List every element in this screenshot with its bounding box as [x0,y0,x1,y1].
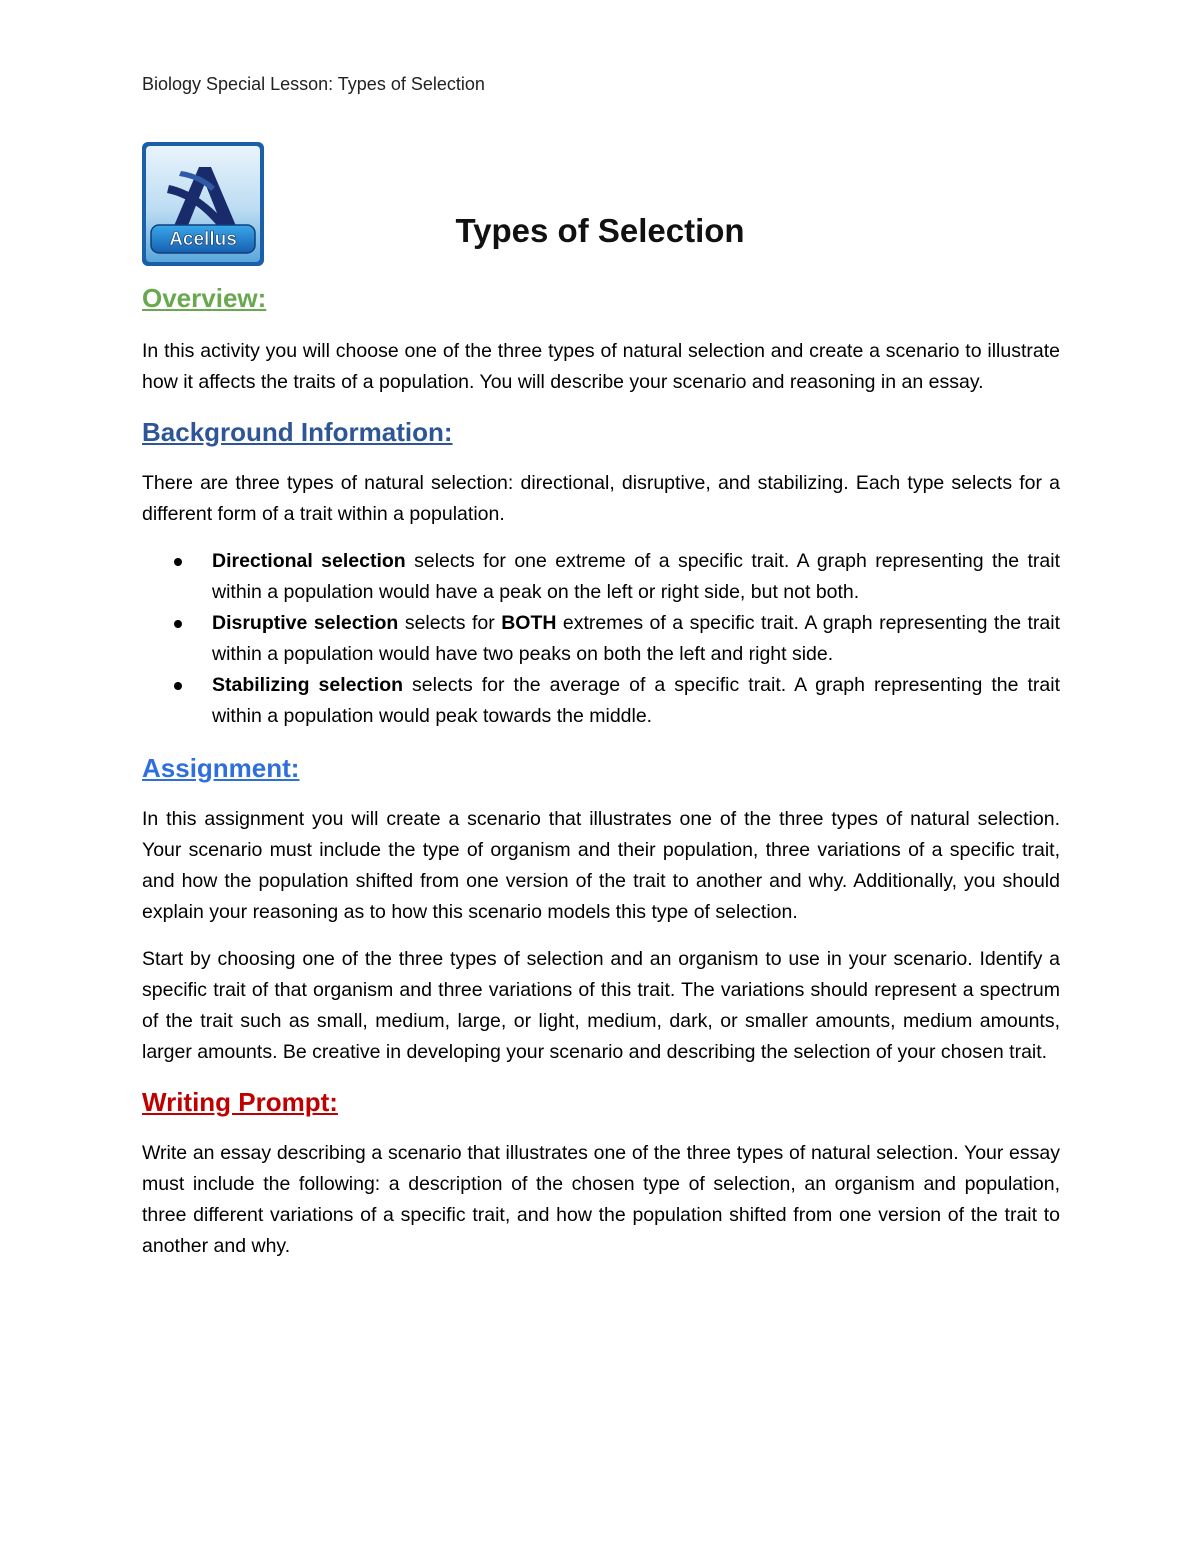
bullet-icon [174,558,182,566]
definition-disruptive-pre: selects for [398,612,502,634]
assignment-heading: Assignment: [142,753,300,783]
background-heading: Background Information: [142,417,453,447]
running-header: Biology Special Lesson: Types of Selection [142,74,485,94]
assignment-paragraph-2: Start by choosing one of the three types of selection and an organism to use in your scenario. Identify a specific trait of that organism and three variations of this trait. The variations should represent a spectrum of the trait such as small, medium, large, or light, medium, dark, or smaller amounts, medium amounts, larger amounts. Be creative in developing your scenario and describing the selection of your chosen trait. [142,948,1060,1063]
list-item-disruptive [142,608,1060,670]
writing-prompt-paragraph: Write an essay describing a scenario that illustrates one of the three types of natural selection. Your essay must include the following: a description of the chosen type of selection, an organism and population, three different variations of a specific trait, and how the population shifted from one version of the trait to another and why. [142,1142,1060,1257]
term-directional: Directional selection [212,550,406,572]
overview-heading: Overview: [142,283,267,313]
bullet-icon [174,682,182,690]
selection-types-list [142,546,1060,732]
background-intro: There are three types of natural selection: directional, disruptive, and stabilizing. Each type selects for a different form of a trait within a population. [142,472,1060,525]
list-item-stabilizing [142,670,1060,732]
overview-paragraph: In this activity you will choose one of the three types of natural selection and create a scenario to illustrate how it affects the traits of a population. You will describe your scenario and reasoning in an essay. [142,340,1060,393]
assignment-paragraph-1: In this assignment you will create a scenario that illustrates one of the three types of natural selection. Your scenario must include the type of organism and their population, three variations of a specific trait, and how the population shifted from one version of the trait to another and why. Additionally, you should explain your reasoning as to how this scenario models this type of selection. [142,808,1060,923]
document-body [142,280,1060,1278]
emphasis-both: BOTH [501,612,557,634]
bullet-icon [174,620,182,628]
definition-stabilizing: selects for the average of a specific trait. A graph representing the trait within a population would peak towards the middle. [212,674,1060,727]
document-title: Types of Selection [455,212,745,249]
term-stabilizing: Stabilizing selection [212,674,404,696]
definition-disruptive: extremes of a specific trait. A graph representing the trait within a population would have two peaks on both the left and right side. [212,612,1061,665]
writing-prompt-heading: Writing Prompt: [142,1087,338,1117]
list-item-directional [142,546,1060,608]
term-disruptive: Disruptive selection [212,612,399,634]
logo-wordmark: Acellus [169,229,237,250]
definition-directional: selects for one extreme of a specific trait. A graph representing the trait within a population would have a peak on the left or right side, but not both. [212,550,1060,603]
